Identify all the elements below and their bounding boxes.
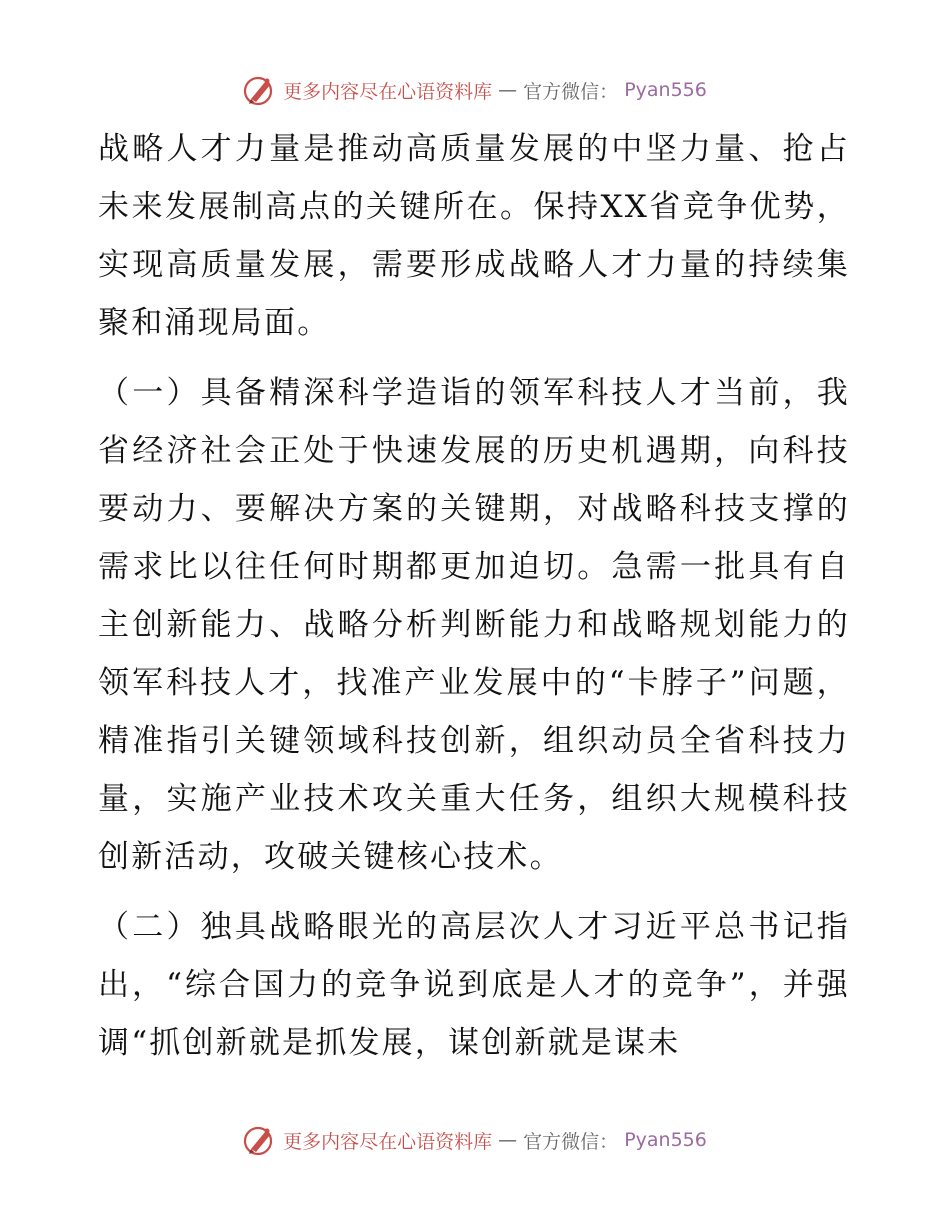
watermark-separator: — [498, 1129, 518, 1151]
watermark-wechat-label: 官方微信： [523, 80, 619, 103]
pen-logo-icon [243, 73, 277, 107]
watermark-brand-text: 更多内容尽在心语资料库 [283, 1130, 493, 1153]
paragraph-section-1: （一）具备精深科学造诣的领军科技人才当前，我省经济社会正处于快速发展的历史机遇期，向科技要动力、要解决方案的关键期，对战略科技支撑的需求比以往任何时期都更加迫切。急需一批具有自主创新能力、战略分析判断能力和战略规划能力的领军科技人才，找准产业发展中的“卡脖子”问题，精准指引关键领域科技创新，组织动员全省科技力量，实施产业技术攻关重大任务，组织大规模科技创新活动，攻破关键核心技术。 [98, 375, 850, 875]
watermark-brand-text: 更多内容尽在心语资料库 [283, 80, 493, 103]
watermark-separator: — [498, 79, 518, 101]
watermark-wechat-id: Pyan556 [624, 79, 707, 101]
watermark-wechat-label: 官方微信： [523, 1130, 619, 1153]
paragraph-section-2: （二）独具战略眼光的高层次人才习近平总书记指出，“综合国力的竞争说到底是人才的竞争”，并强调“抓创新就是抓发展，谋创新就是谋未 [98, 909, 850, 1061]
header-watermark [0, 70, 950, 110]
footer-watermark [0, 1120, 950, 1160]
document-body [98, 120, 850, 1084]
watermark-wechat-id: Pyan556 [624, 1129, 707, 1151]
pen-logo-icon [243, 1123, 277, 1157]
paragraph-intro: 战略人才力量是推动高质量发展的中坚力量、抢占未来发展制高点的关键所在。保持XX省竞争优势，实现高质量发展，需要形成战略人才力量的持续集聚和涌现局面。 [98, 131, 850, 341]
